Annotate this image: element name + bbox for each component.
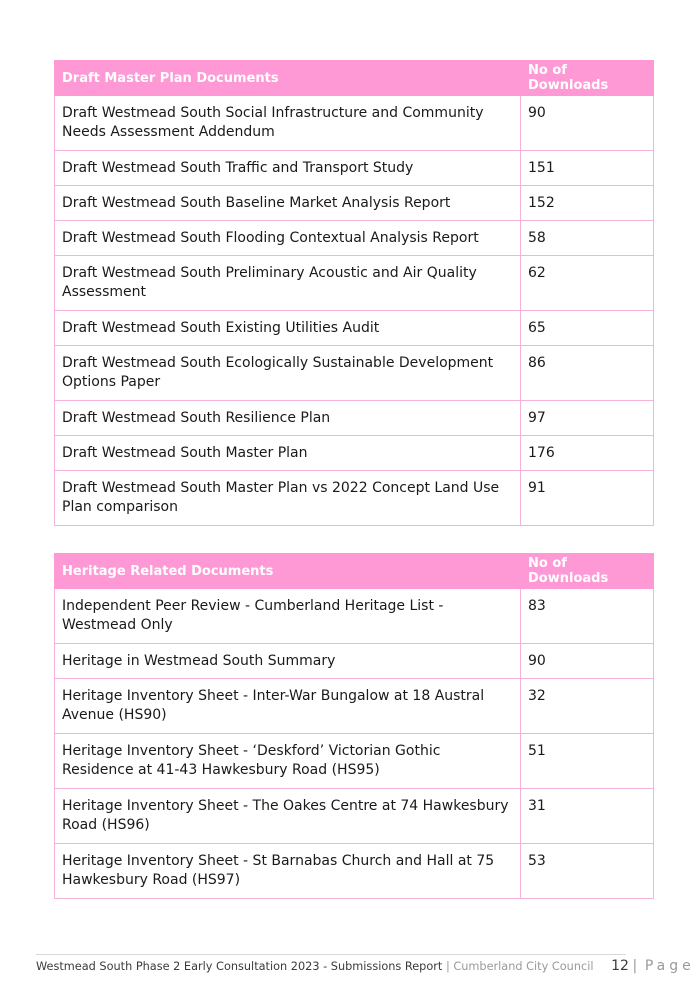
download-count: 86 [521, 346, 654, 401]
document-name: Heritage Inventory Sheet - The Oakes Centre at 74 Hawkesbury Road (HS96) [55, 789, 521, 844]
table-row [55, 401, 654, 436]
table-row [55, 471, 654, 526]
table-row [55, 589, 654, 644]
table-row [55, 844, 654, 899]
document-name: Draft Westmead South Flooding Contextual Analysis Report [55, 221, 521, 256]
table-row [55, 346, 654, 401]
footer-report-title: Westmead South Phase 2 Early Consultation 2023 - Submissions Report [36, 960, 443, 973]
footer-separator: | [445, 960, 450, 973]
table-row [55, 221, 654, 256]
page-separator: | [632, 958, 642, 974]
table-row [55, 734, 654, 789]
download-count: 83 [521, 589, 654, 644]
table-row [55, 644, 654, 679]
download-count: 176 [521, 436, 654, 471]
document-name: Draft Westmead South Baseline Market Analysis Report [55, 186, 521, 221]
download-count: 53 [521, 844, 654, 899]
page-label: Page [644, 958, 695, 974]
document-name: Heritage Inventory Sheet - Inter-War Bungalow at 18 Austral Avenue (HS90) [55, 679, 521, 734]
document-name: Draft Westmead South Master Plan vs 2022 Concept Land Use Plan comparison [55, 471, 521, 526]
download-count: 97 [521, 401, 654, 436]
document-name: Independent Peer Review - Cumberland Heritage List - Westmead Only [55, 589, 521, 644]
table-header-row [55, 61, 654, 96]
column-header-documents: Draft Master Plan Documents [55, 61, 521, 96]
column-header-downloads: No of Downloads [521, 61, 654, 96]
download-count: 62 [521, 256, 654, 311]
download-count: 91 [521, 471, 654, 526]
document-name: Draft Westmead South Resilience Plan [55, 401, 521, 436]
document-name: Draft Westmead South Social Infrastructure and Community Needs Assessment Addendum [55, 96, 521, 151]
column-header-downloads: No of Downloads [521, 554, 654, 589]
heritage-documents-table [54, 553, 654, 899]
table-row [55, 679, 654, 734]
page-footer [36, 954, 695, 974]
table-row [55, 789, 654, 844]
download-count: 90 [521, 644, 654, 679]
table-row [55, 186, 654, 221]
download-count: 65 [521, 311, 654, 346]
document-name: Heritage Inventory Sheet - St Barnabas Church and Hall at 75 Hawkesbury Road (HS97) [55, 844, 521, 899]
table-header-row [55, 554, 654, 589]
column-header-documents: Heritage Related Documents [55, 554, 521, 589]
document-name: Draft Westmead South Traffic and Transport Study [55, 151, 521, 186]
download-count: 58 [521, 221, 654, 256]
table-row [55, 151, 654, 186]
table-row [55, 96, 654, 151]
download-count: 152 [521, 186, 654, 221]
download-count: 32 [521, 679, 654, 734]
footer-council-name: Cumberland City Council [453, 960, 594, 973]
table-row [55, 256, 654, 311]
document-name: Draft Westmead South Existing Utilities Audit [55, 311, 521, 346]
download-count: 90 [521, 96, 654, 151]
draft-master-plan-table [54, 60, 654, 526]
document-name: Heritage in Westmead South Summary [55, 644, 521, 679]
document-name: Draft Westmead South Ecologically Sustainable Development Options Paper [55, 346, 521, 401]
document-name: Draft Westmead South Preliminary Acoustic and Air Quality Assessment [55, 256, 521, 311]
download-count: 151 [521, 151, 654, 186]
table-row [55, 436, 654, 471]
table-row [55, 311, 654, 346]
document-name: Draft Westmead South Master Plan [55, 436, 521, 471]
download-count: 31 [521, 789, 654, 844]
document-name: Heritage Inventory Sheet - ‘Deskford’ Victorian Gothic Residence at 41-43 Hawkesbury Road (HS95) [55, 734, 521, 789]
page-number: 12 [611, 958, 629, 974]
download-count: 51 [521, 734, 654, 789]
